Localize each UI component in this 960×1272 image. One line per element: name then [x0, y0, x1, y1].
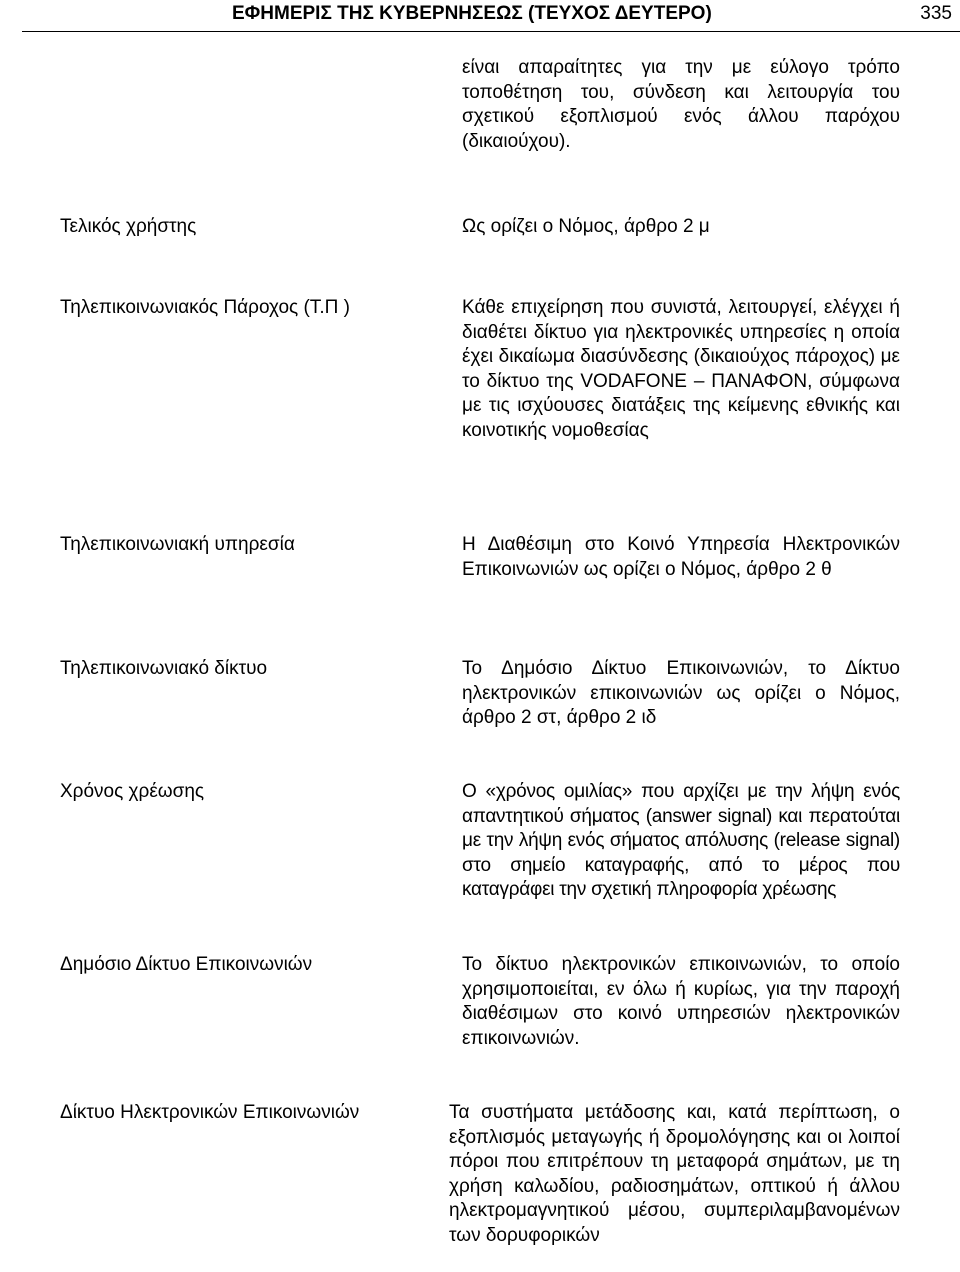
- definition-telecom-service: Η Διαθέσιμη στο Κοινό Υπηρεσία Ηλεκτρονικών Επικοινωνιών ως ορίζει ο Νόμος, άρθρο 2 θ: [462, 534, 900, 580]
- page-header: [0, 0, 960, 32]
- term-end-user: Τελικός χρήστης: [60, 216, 197, 237]
- definition-charging-time: Ο «χρόνος ομιλίας» που αρχίζει με την λήψη ενός απαντητικού σήματος (answer signal) και περατούται με την λήψη ενός σήματος απόλυσης (release signal) στο σημείο καταγραφής, από το μέρος που καταγράφει την σχετική πληροφορία χρέωσης: [462, 781, 900, 901]
- term-public-network: Δημόσιο Δίκτυο Επικοινωνιών: [60, 954, 313, 975]
- header-divider: [22, 31, 960, 32]
- term-telecom-service: Τηλεπικοινωνιακή υπηρεσία: [60, 534, 295, 555]
- continuation-text: είναι απαραίτητες για την με εύλογο τρόπο τοποθέτηση του, σύνδεση και λειτουργία του σχετικού εξοπλισμού ενός άλλου παρόχου (δικαιούχου).: [462, 57, 900, 152]
- page-number: 335: [920, 3, 952, 24]
- term-telecom-provider: Τηλεπικοινωνιακός Πάροχος (Τ.Π ): [60, 297, 350, 318]
- definition-public-network: Το δίκτυο ηλεκτρονικών επικοινωνιών, το οποίο χρησιμοποιείται, εν όλω ή κυρίως, για την παροχή διαθέσιμων στο κοινό υπηρεσιών ηλεκτρονικών επικοινωνιών.: [462, 954, 900, 1049]
- gazette-title: ΕΦΗΜΕΡΙΣ ΤΗΣ ΚΥΒΕΡΝΗΣΕΩΣ (ΤΕΥΧΟΣ ΔΕΥΤΕΡΟ): [232, 3, 712, 24]
- term-telecom-network: Τηλεπικοινωνιακό δίκτυο: [60, 658, 268, 679]
- definition-end-user: Ως ορίζει ο Νόμος, άρθρο 2 μ: [462, 216, 710, 237]
- term-charging-time: Χρόνος χρέωσης: [60, 781, 205, 802]
- definition-electronic-network: Τα συστήματα μετάδοσης και, κατά περίπτωση, ο εξοπλισμός μεταγωγής ή δρομολόγησης και οι λοιποί πόροι που επιτρέπουν τη μεταφορά σημάτων, με τη χρήση καλωδίου, ραδιοσημάτων, οπτικού ή άλλου ηλεκτρομαγνητικού μέσου, συμπεριλαμβανομένων των δορυφορικών: [449, 1102, 900, 1246]
- definition-telecom-network: Το Δημόσιο Δίκτυο Επικοινωνιών, το Δίκτυο ηλεκτρονικών επικοινωνιών ως ορίζει ο Νόμος, άρθρο 2 στ, άρθρο 2 ιδ: [462, 658, 900, 729]
- definition-telecom-provider: Κάθε επιχείρηση που συνιστά, λειτουργεί, ελέγχει ή διαθέτει δίκτυο για ηλεκτρονικές υπηρεσίες η οποία έχει δικαίωμα διασύνδεσης (δικαιούχος πάροχος) με το δίκτυο της VODAFONE – ΠΑΝΑΦΟΝ, σύμφωνα με τις ισχύουσες διατάξεις της κείμενης εθνικής και κοινοτικής νομοθεσίας: [462, 297, 900, 441]
- term-electronic-network: Δίκτυο Ηλεκτρονικών Επικοινωνιών: [60, 1102, 360, 1123]
